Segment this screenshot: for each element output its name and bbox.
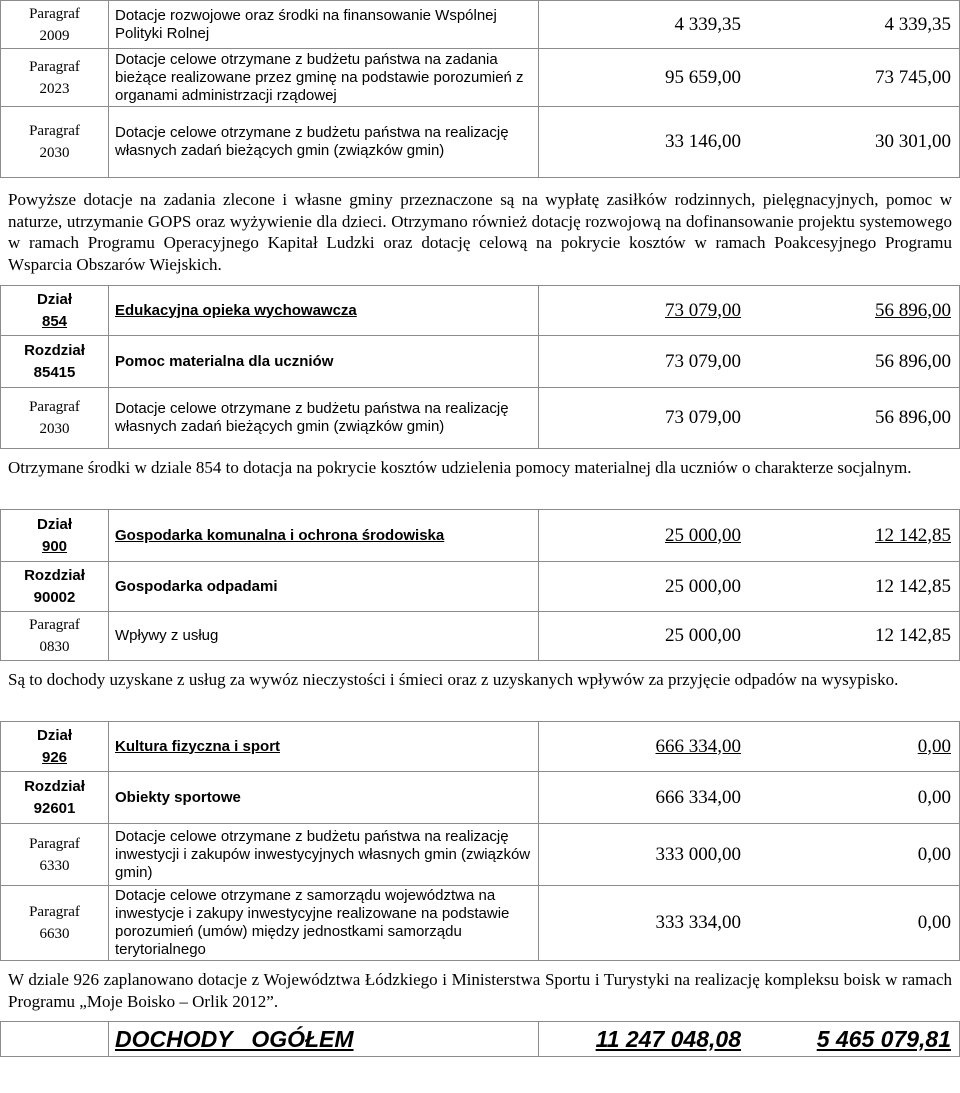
code-label: Rozdział bbox=[24, 341, 85, 359]
amount-cell bbox=[538, 0, 960, 48]
plan-amount: 73 079,00 bbox=[665, 299, 741, 321]
code-label: Dział bbox=[36, 290, 72, 308]
description: Dotacje celowe otrzymane z budżetu państwa na realizację własnych zadań bieżących gmin (związków gmin) bbox=[115, 124, 509, 159]
code-label: Rozdział bbox=[24, 777, 85, 795]
explanation-note: Otrzymane środki w dziale 854 to dotacja na pokrycie kosztów udzielenia pomocy materialnej dla uczniów o charakterze socjalnym. bbox=[8, 458, 912, 477]
amount-cell bbox=[538, 106, 960, 178]
code-label: Paragraf bbox=[29, 617, 80, 633]
description-cell bbox=[108, 285, 538, 335]
description: Dotacje celowe otrzymane z budżetu państwa na realizację własnych zadań bieżących gmin (związków gmin) bbox=[115, 400, 509, 435]
paragraf-cell bbox=[0, 387, 108, 449]
section-900-table bbox=[0, 509, 960, 661]
description: Gospodarka odpadami bbox=[115, 577, 278, 595]
code-number: 85415 bbox=[33, 363, 76, 381]
explanation-note: Powyższe dotacje na zadania zlecone i własne gminy przeznaczone są na wypłatę zasiłków rodzinnych, pielęgnacyjnych, pomoc w naturze, utrzymanie GOPS oraz wyżywienie dla dzieci. Otrzymano również dotację rozwojową na dofinansowanie projektu systemowego w ramach Programu Operacyjnego Kapitał Ludzki oraz dotację celową na pokrycie kosztów w ramach Poakcesyjnego Programu Wsparcia Obszarów Wiejskich. bbox=[8, 190, 952, 274]
description-cell bbox=[108, 387, 538, 449]
total-label: DOCHODY OGÓŁEM bbox=[108, 1021, 538, 1057]
paragraf-cell bbox=[0, 885, 108, 961]
description: Dotacje celowe otrzymane z samorządu województwa na inwestycje i zakupy inwestycyjne realizowane na podstawie porozumień (umów) między jednostkami samorządu terytorialnego bbox=[115, 887, 510, 958]
code-number: 2023 bbox=[39, 80, 70, 97]
executed-amount: 12 142,85 bbox=[875, 625, 951, 646]
plan-amount: 25 000,00 bbox=[665, 625, 741, 646]
rozdzial-cell bbox=[0, 771, 108, 823]
code-cell bbox=[0, 48, 108, 106]
plan-amount: 73 079,00 bbox=[665, 407, 741, 428]
code-number: 2030 bbox=[39, 421, 70, 437]
executed-amount: 56 896,00 bbox=[875, 299, 951, 321]
plan-amount: 25 000,00 bbox=[665, 524, 741, 546]
plan-amount: 95 659,00 bbox=[665, 66, 741, 88]
amount-cell bbox=[538, 285, 960, 335]
executed-amount: 12 142,85 bbox=[875, 575, 951, 597]
description-cell bbox=[108, 561, 538, 611]
amount-cell bbox=[538, 885, 960, 961]
code-label: Paragraf bbox=[29, 835, 80, 852]
plan-amount: 4 339,35 bbox=[674, 13, 741, 35]
explanation-note: W dziale 926 zaplanowano dotacje z Województwa Łódzkiego i Ministerstwa Sportu i Turystyki na realizację kompleksu boisk w ramach Programu „Moje Boisko – Orlik 2012”. bbox=[8, 970, 952, 1011]
description-cell bbox=[108, 611, 538, 661]
description: Obiekty sportowe bbox=[115, 788, 241, 806]
explanation-note: Są to dochody uzyskane z usług za wywóz nieczystości i śmieci oraz z uzyskanych wpływów za przyjęcie odpadów na wysypisko. bbox=[8, 670, 899, 689]
executed-amount: 56 896,00 bbox=[875, 407, 951, 428]
code-label: Dział bbox=[36, 515, 72, 533]
description: Wpływy z usług bbox=[115, 627, 219, 644]
executed-amount: 12 142,85 bbox=[875, 524, 951, 546]
total-amount-cell bbox=[538, 1021, 960, 1057]
code-cell bbox=[0, 106, 108, 178]
code-label: Paragraf bbox=[29, 123, 80, 139]
description-cell bbox=[108, 0, 538, 48]
description-cell bbox=[108, 509, 538, 561]
plan-amount: 333 000,00 bbox=[655, 843, 741, 865]
description-cell bbox=[108, 721, 538, 771]
paragraf-cell bbox=[0, 823, 108, 885]
rozdzial-cell bbox=[0, 561, 108, 611]
code-number: 2009 bbox=[39, 27, 70, 44]
description-cell bbox=[108, 771, 538, 823]
code-label: Paragraf bbox=[29, 399, 80, 415]
section-854-table bbox=[0, 285, 960, 449]
amount-cell bbox=[538, 561, 960, 611]
description-cell bbox=[108, 106, 538, 178]
code-number: 854 bbox=[41, 312, 68, 330]
amount-cell bbox=[538, 721, 960, 771]
code-label: Dział bbox=[36, 726, 72, 744]
code-number: 6630 bbox=[39, 926, 70, 942]
plan-amount: 333 334,00 bbox=[655, 912, 741, 933]
code-label: Paragraf bbox=[29, 904, 80, 920]
executed-amount: 0,00 bbox=[917, 735, 951, 757]
code-label: Paragraf bbox=[29, 5, 80, 22]
plan-amount: 666 334,00 bbox=[655, 786, 741, 808]
code-cell bbox=[0, 0, 108, 48]
description: Dotacje rozwojowe oraz środki na finansowanie Wspólnej Polityki Rolnej bbox=[115, 6, 497, 42]
executed-amount: 56 896,00 bbox=[875, 350, 951, 372]
dzial-cell bbox=[0, 509, 108, 561]
code-number: 2030 bbox=[39, 145, 70, 161]
executed-amount: 30 301,00 bbox=[875, 131, 951, 152]
description-cell bbox=[108, 335, 538, 387]
code-number: 92601 bbox=[33, 799, 76, 817]
paragraf-cell bbox=[0, 611, 108, 661]
amount-cell bbox=[538, 387, 960, 449]
code-number: 6330 bbox=[39, 857, 70, 874]
description: Pomoc materialna dla uczniów bbox=[115, 352, 334, 370]
code-label: Rozdział bbox=[24, 566, 85, 584]
code-number: 900 bbox=[41, 537, 68, 555]
description: Gospodarka komunalna i ochrona środowiska bbox=[115, 526, 445, 544]
amount-cell bbox=[538, 509, 960, 561]
code-label: Paragraf bbox=[29, 58, 80, 75]
description: Edukacyjna opieka wychowawcza bbox=[115, 301, 357, 319]
section-926-table bbox=[0, 721, 960, 961]
rozdzial-cell bbox=[0, 335, 108, 387]
executed-amount: 73 745,00 bbox=[875, 66, 951, 88]
executed-amount: 4 339,35 bbox=[884, 13, 951, 35]
total-row bbox=[0, 1021, 960, 1057]
executed-amount: 0,00 bbox=[917, 843, 951, 865]
description: Dotacje celowe otrzymane z budżetu państwa na zadania bieżące realizowane przez gminę na podstawie porozumień z organami administrzacji rządowej bbox=[115, 50, 524, 104]
plan-amount: 666 334,00 bbox=[655, 735, 741, 757]
total-executed-amount: 5 465 079,81 bbox=[816, 1025, 951, 1052]
amount-cell bbox=[538, 48, 960, 106]
executed-amount: 0,00 bbox=[917, 912, 951, 933]
plan-amount: 33 146,00 bbox=[665, 131, 741, 152]
plan-amount: 25 000,00 bbox=[665, 575, 741, 597]
amount-cell bbox=[538, 611, 960, 661]
dzial-cell bbox=[0, 285, 108, 335]
amount-cell bbox=[538, 771, 960, 823]
executed-amount: 0,00 bbox=[917, 786, 951, 808]
description-cell bbox=[108, 885, 538, 961]
amount-cell bbox=[538, 335, 960, 387]
plan-amount: 73 079,00 bbox=[665, 350, 741, 372]
description: Kultura fizyczna i sport bbox=[115, 737, 281, 755]
total-spacer-cell bbox=[0, 1021, 108, 1057]
description-cell bbox=[108, 48, 538, 106]
description: Dotacje celowe otrzymane z budżetu państwa na realizację inwestycji i zakupów inwestycyjnych własnych gmin (związków gmin) bbox=[115, 827, 531, 881]
description-cell bbox=[108, 823, 538, 885]
amount-cell bbox=[538, 823, 960, 885]
total-plan-amount: 11 247 048,08 bbox=[595, 1025, 741, 1052]
code-number: 0830 bbox=[39, 639, 70, 655]
dzial-cell bbox=[0, 721, 108, 771]
paragraph-table-top bbox=[0, 0, 960, 178]
code-number: 926 bbox=[41, 748, 68, 766]
code-number: 90002 bbox=[33, 588, 76, 606]
